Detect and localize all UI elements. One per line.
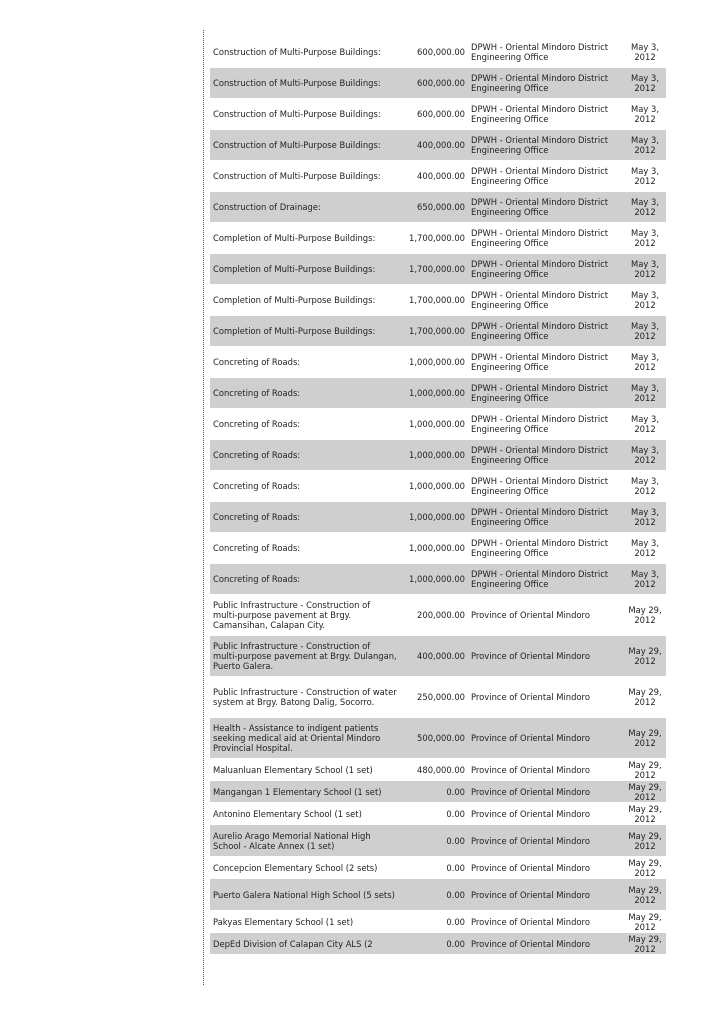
- amount-cell: 480,000.00: [417, 764, 465, 775]
- amount-cell: 0.00: [446, 862, 465, 873]
- project-cell: Construction of Drainage:: [210, 192, 400, 222]
- amount-cell: 600,000.00: [417, 47, 465, 57]
- amount-cell: 1,000,000.00: [409, 419, 465, 429]
- table-row: [210, 677, 666, 717]
- project-cell: Construction of Multi-Purpose Buildings:: [213, 171, 381, 181]
- page-margin-dotted-line: [203, 30, 204, 985]
- amount-cell: 400,000.00: [400, 636, 468, 676]
- amount-cell: 1,000,000.00: [400, 440, 468, 470]
- table-row: [210, 933, 666, 954]
- project-cell: Public Infrastructure - Construction of multi-purpose pavement at Brgy. Dulangan, Puerto Galera.: [210, 636, 400, 676]
- date-cell: May 29, 2012: [624, 718, 666, 758]
- agency-cell: DPWH - Oriental Mindoro District Engineering Office: [468, 254, 624, 284]
- date-cell: May 29, 2012: [628, 759, 662, 780]
- project-cell: Puerto Galera National High School (5 sets): [210, 879, 400, 910]
- date-cell: May 3, 2012: [631, 42, 659, 62]
- table-row: [210, 636, 666, 676]
- agency-cell: Province of Oriental Mindoro: [468, 933, 624, 954]
- amount-cell: 200,000.00: [417, 610, 465, 620]
- table-row: [210, 595, 666, 635]
- date-cell: May 3, 2012: [631, 476, 659, 496]
- project-cell: Construction of Multi-Purpose Buildings:: [210, 68, 400, 98]
- amount-cell: 600,000.00: [417, 109, 465, 119]
- table-row: [210, 879, 666, 910]
- amount-cell: 500,000.00: [400, 718, 468, 758]
- date-cell: May 3, 2012: [624, 502, 666, 532]
- agency-cell: DPWH - Oriental Mindoro District Engineering Office: [471, 166, 609, 186]
- amount-cell: 250,000.00: [417, 692, 465, 702]
- agency-cell: DPWH - Oriental Mindoro District Engineering Office: [471, 352, 609, 372]
- date-cell: May 29, 2012: [628, 687, 662, 707]
- project-cell: Pakyas Elementary School (1 set): [213, 916, 354, 927]
- agency-cell: DPWH - Oriental Mindoro District Engineering Office: [468, 502, 624, 532]
- project-cell: Concreting of Roads:: [210, 378, 400, 408]
- date-cell: May 3, 2012: [631, 290, 659, 310]
- amount-cell: 0.00: [400, 879, 468, 910]
- project-cell: Completion of Multi-Purpose Buildings:: [210, 316, 400, 346]
- date-cell: May 3, 2012: [631, 352, 659, 372]
- table-row: [210, 37, 666, 67]
- project-cell: Concreting of Roads:: [213, 419, 301, 429]
- table-row: [210, 911, 666, 932]
- agency-cell: DPWH - Oriental Mindoro District Engineering Office: [468, 316, 624, 346]
- date-cell: May 3, 2012: [631, 414, 659, 434]
- table-row: [210, 825, 666, 856]
- project-cell: Antonino Elementary School (1 set): [213, 808, 362, 819]
- date-cell: May 29, 2012: [628, 857, 662, 878]
- date-cell: May 29, 2012: [624, 825, 666, 856]
- date-cell: May 29, 2012: [628, 803, 662, 824]
- agency-cell: Province of Oriental Mindoro: [471, 862, 590, 873]
- project-cell: Completion of Multi-Purpose Buildings:: [213, 233, 376, 243]
- amount-cell: 1,000,000.00: [409, 357, 465, 367]
- table-row: [210, 378, 666, 408]
- date-cell: May 3, 2012: [624, 254, 666, 284]
- project-cell: Mangangan 1 Elementary School (1 set): [210, 781, 400, 802]
- agency-cell: DPWH - Oriental Mindoro District Engineering Office: [468, 440, 624, 470]
- date-cell: May 3, 2012: [624, 130, 666, 160]
- date-cell: May 3, 2012: [624, 192, 666, 222]
- agency-cell: Province of Oriental Mindoro: [471, 692, 590, 702]
- project-cell: Public Infrastructure - Construction of water system at Brgy. Batong Dalig, Socorro.: [213, 687, 397, 707]
- date-cell: May 3, 2012: [631, 104, 659, 124]
- date-cell: May 3, 2012: [624, 564, 666, 594]
- amount-cell: 1,000,000.00: [400, 564, 468, 594]
- agency-cell: Province of Oriental Mindoro: [468, 718, 624, 758]
- amount-cell: 1,000,000.00: [400, 502, 468, 532]
- amount-cell: 0.00: [446, 916, 465, 927]
- date-cell: May 3, 2012: [624, 378, 666, 408]
- agency-cell: Province of Oriental Mindoro: [468, 781, 624, 802]
- agency-cell: DPWH - Oriental Mindoro District Engineering Office: [468, 130, 624, 160]
- amount-cell: 1,700,000.00: [409, 233, 465, 243]
- amount-cell: 0.00: [400, 781, 468, 802]
- table-row: [210, 502, 666, 532]
- table-row: [210, 192, 666, 222]
- project-cell: Aurelio Arago Memorial National High School - Alcate Annex (1 set): [210, 825, 400, 856]
- amount-cell: 0.00: [400, 825, 468, 856]
- project-cell: Maluanluan Elementary School (1 set): [213, 764, 373, 775]
- table-row: [210, 857, 666, 878]
- table-row: [210, 130, 666, 160]
- amount-cell: 1,000,000.00: [400, 378, 468, 408]
- table-row: [210, 471, 666, 501]
- project-cell: Concreting of Roads:: [210, 564, 400, 594]
- amount-cell: 400,000.00: [417, 171, 465, 181]
- agency-cell: DPWH - Oriental Mindoro District Engineering Office: [471, 228, 609, 248]
- date-cell: May 3, 2012: [624, 316, 666, 346]
- project-cell: Concepcion Elementary School (2 sets): [213, 862, 378, 873]
- amount-cell: 600,000.00: [400, 68, 468, 98]
- project-cell: DepEd Division of Calapan City ALS (2: [210, 933, 400, 954]
- agency-cell: DPWH - Oriental Mindoro District Engineering Office: [468, 564, 624, 594]
- project-cell: Construction of Multi-Purpose Buildings:: [213, 47, 381, 57]
- date-cell: May 29, 2012: [624, 781, 666, 802]
- date-cell: May 3, 2012: [624, 440, 666, 470]
- table-row: [210, 99, 666, 129]
- project-cell: Concreting of Roads:: [210, 440, 400, 470]
- agency-cell: DPWH - Oriental Mindoro District Engineering Office: [468, 378, 624, 408]
- amount-cell: 1,700,000.00: [409, 295, 465, 305]
- agency-cell: DPWH - Oriental Mindoro District Engineering Office: [471, 414, 609, 434]
- project-cell: Construction of Multi-Purpose Buildings:: [213, 109, 381, 119]
- project-cell: Concreting of Roads:: [210, 502, 400, 532]
- agency-cell: Province of Oriental Mindoro: [471, 808, 590, 819]
- project-cell: Concreting of Roads:: [213, 543, 301, 553]
- amount-cell: 400,000.00: [400, 130, 468, 160]
- date-cell: May 29, 2012: [628, 605, 662, 625]
- agency-cell: Province of Oriental Mindoro: [468, 879, 624, 910]
- amount-cell: 1,700,000.00: [400, 254, 468, 284]
- table-row: [210, 803, 666, 824]
- agency-cell: DPWH - Oriental Mindoro District Engineering Office: [471, 104, 609, 124]
- agency-cell: Province of Oriental Mindoro: [471, 916, 590, 927]
- table-row: [210, 409, 666, 439]
- date-cell: May 3, 2012: [631, 538, 659, 558]
- date-cell: May 29, 2012: [628, 911, 662, 932]
- funds-table: [210, 37, 666, 954]
- table-row: [210, 718, 666, 758]
- table-row: [210, 68, 666, 98]
- table-row: [210, 440, 666, 470]
- agency-cell: DPWH - Oriental Mindoro District Engineering Office: [468, 192, 624, 222]
- amount-cell: 1,000,000.00: [409, 543, 465, 553]
- table-row: [210, 347, 666, 377]
- agency-cell: Province of Oriental Mindoro: [468, 825, 624, 856]
- date-cell: May 29, 2012: [624, 879, 666, 910]
- project-cell: Concreting of Roads:: [213, 357, 301, 367]
- table-row: [210, 533, 666, 563]
- table-row: [210, 285, 666, 315]
- project-cell: Completion of Multi-Purpose Buildings:: [210, 254, 400, 284]
- amount-cell: 0.00: [446, 808, 465, 819]
- table-row: [210, 316, 666, 346]
- amount-cell: 1,000,000.00: [409, 481, 465, 491]
- date-cell: May 3, 2012: [631, 166, 659, 186]
- project-cell: Public Infrastructure - Construction of multi-purpose pavement at Brgy. Camansihan, Calapan City.: [213, 600, 371, 630]
- amount-cell: 0.00: [400, 933, 468, 954]
- agency-cell: Province of Oriental Mindoro: [471, 610, 590, 620]
- amount-cell: 1,700,000.00: [400, 316, 468, 346]
- agency-cell: DPWH - Oriental Mindoro District Engineering Office: [471, 538, 609, 558]
- agency-cell: DPWH - Oriental Mindoro District Engineering Office: [471, 476, 609, 496]
- agency-cell: DPWH - Oriental Mindoro District Engineering Office: [468, 68, 624, 98]
- agency-cell: Province of Oriental Mindoro: [471, 764, 590, 775]
- project-cell: Construction of Multi-Purpose Buildings:: [210, 130, 400, 160]
- project-cell: Health - Assistance to indigent patients seeking medical aid at Oriental Mindoro Provincial Hospital.: [210, 718, 400, 758]
- table-row: [210, 759, 666, 780]
- table-row: [210, 781, 666, 802]
- table-row: [210, 223, 666, 253]
- table-row: [210, 161, 666, 191]
- date-cell: May 3, 2012: [631, 228, 659, 248]
- agency-cell: DPWH - Oriental Mindoro District Engineering Office: [471, 290, 609, 310]
- amount-cell: 650,000.00: [400, 192, 468, 222]
- agency-cell: DPWH - Oriental Mindoro District Engineering Office: [471, 42, 609, 62]
- date-cell: May 29, 2012: [624, 636, 666, 676]
- project-cell: Concreting of Roads:: [213, 481, 301, 491]
- agency-cell: Province of Oriental Mindoro: [468, 636, 624, 676]
- date-cell: May 29, 2012: [624, 933, 666, 954]
- date-cell: May 3, 2012: [624, 68, 666, 98]
- table-row: [210, 254, 666, 284]
- table-row: [210, 564, 666, 594]
- project-cell: Completion of Multi-Purpose Buildings:: [213, 295, 376, 305]
